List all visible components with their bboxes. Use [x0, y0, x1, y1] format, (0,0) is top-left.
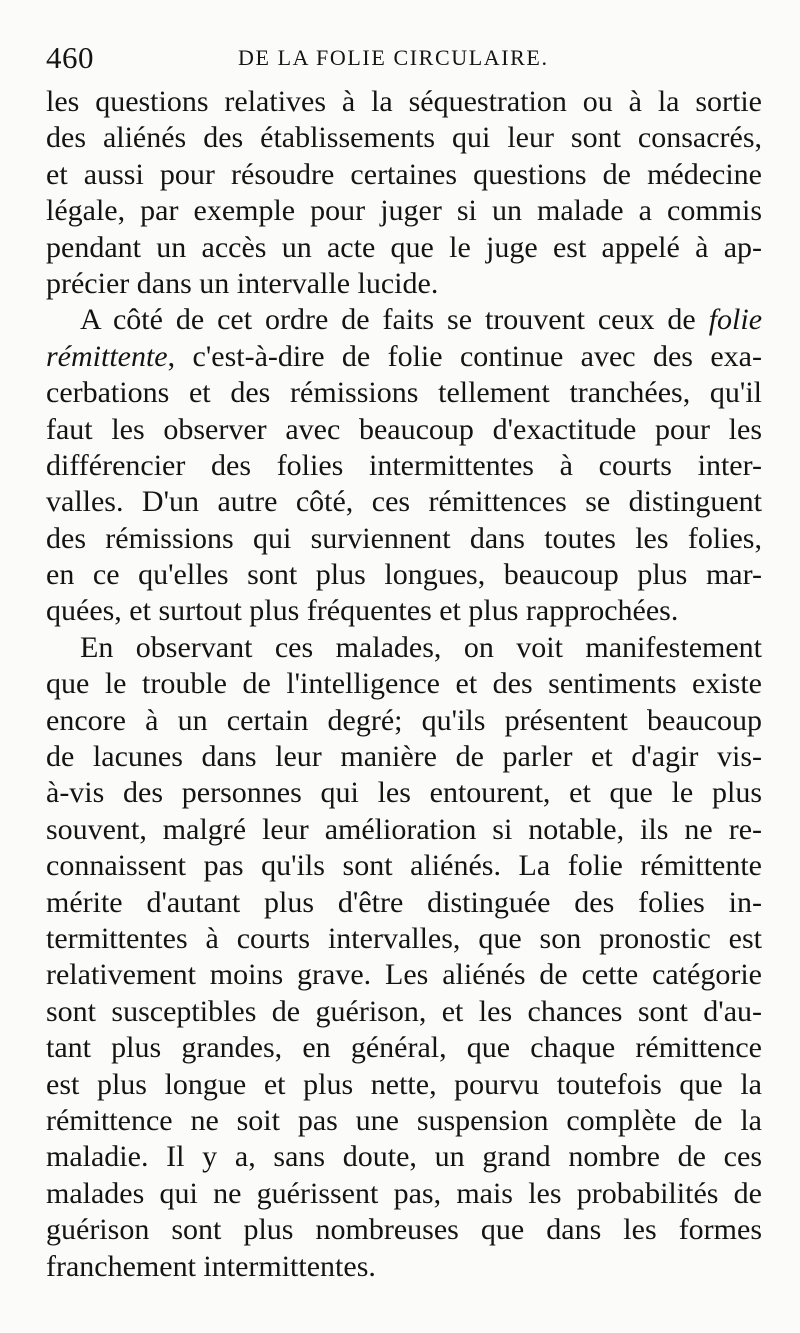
text-line: souvent, malgré leur amélioration si notable, ils ne re- [46, 812, 762, 846]
italic-term: rémittente [46, 339, 168, 373]
text-line: que le trouble de l'intelligence et des sentiments existe [46, 667, 762, 701]
text-line: des rémissions qui surviennent dans toutes les folies, [46, 521, 762, 555]
page-number: 460 [46, 40, 94, 75]
text-line: valles. D'un autre côté, ces rémittences se distinguent [46, 485, 762, 519]
text-line: connaissent pas qu'ils sont aliénés. La folie rémittente [46, 849, 762, 883]
body-text [46, 84, 762, 1285]
text-line: précier dans un intervalle lucide. [46, 266, 439, 300]
text-line: maladie. Il y a, sans doute, un grand nombre de ces [46, 1140, 762, 1174]
text-line: des aliénés des établissements qui leur sont consacrés, [46, 121, 762, 155]
text-line [46, 339, 762, 375]
page-header [46, 38, 762, 78]
text-line: relativement moins grave. Les aliénés de cette catégorie [46, 958, 762, 992]
text-segment: A côté de cet ordre de faits se trouvent ceux de [80, 303, 696, 337]
text-line: et aussi pour résoudre certaines questions de médecine [46, 157, 762, 191]
text-line: sont susceptibles de guérison, et les chances sont d'au- [46, 994, 762, 1028]
text-line: rémittence ne soit pas une suspension complète de la [46, 1103, 762, 1137]
text-line: guérison sont plus nombreuses que dans les formes [46, 1213, 762, 1247]
text-line: à-vis des personnes qui les entourent, et que le plus [46, 776, 762, 810]
text-line: faut les observer avec beaucoup d'exactitude pour les [46, 412, 762, 446]
text-line: est plus longue et plus nette, pourvu toutefois que la [46, 1067, 762, 1101]
italic-term: folie [708, 303, 763, 337]
text-line: mérite d'autant plus d'être distinguée des folies in- [46, 885, 762, 919]
text-line [46, 302, 762, 338]
text-line: les questions relatives à la séquestration ou à la sortie [46, 85, 762, 118]
text-line: encore à un certain degré; qu'ils présentent beaucoup [46, 703, 762, 737]
running-title: DE LA FOLIE CIRCULAIRE. [238, 45, 549, 70]
text-line: malades qui ne guérissent pas, mais les probabilités de [46, 1176, 762, 1210]
text-line: cerbations et des rémissions tellement tranchées, qu'il [46, 376, 762, 410]
text-line: en ce qu'elles sont plus longues, beaucoup plus mar- [46, 558, 762, 592]
text-line: légale, par exemple pour juger si un malade a commis [46, 194, 762, 228]
text-line: franchement intermittentes. [46, 1249, 376, 1283]
text-line: de lacunes dans leur manière de parler et d'agir vis- [46, 740, 762, 774]
text-line: En observant ces malades, on voit manifestement [80, 630, 762, 664]
text-line: tant plus grandes, en général, que chaque rémittence [46, 1031, 762, 1065]
text-segment: , c'est-à-dire de folie continue avec des exa- [167, 339, 762, 373]
text-line: pendant un accès un acte que le juge est appelé à ap- [46, 230, 762, 264]
text-line: termittentes à courts intervalles, que son pronostic est [46, 921, 762, 955]
text-line: différencier des folies intermittentes à courts inter- [46, 448, 762, 482]
text-line: quées, et surtout plus fréquentes et plus rapprochées. [46, 594, 679, 628]
